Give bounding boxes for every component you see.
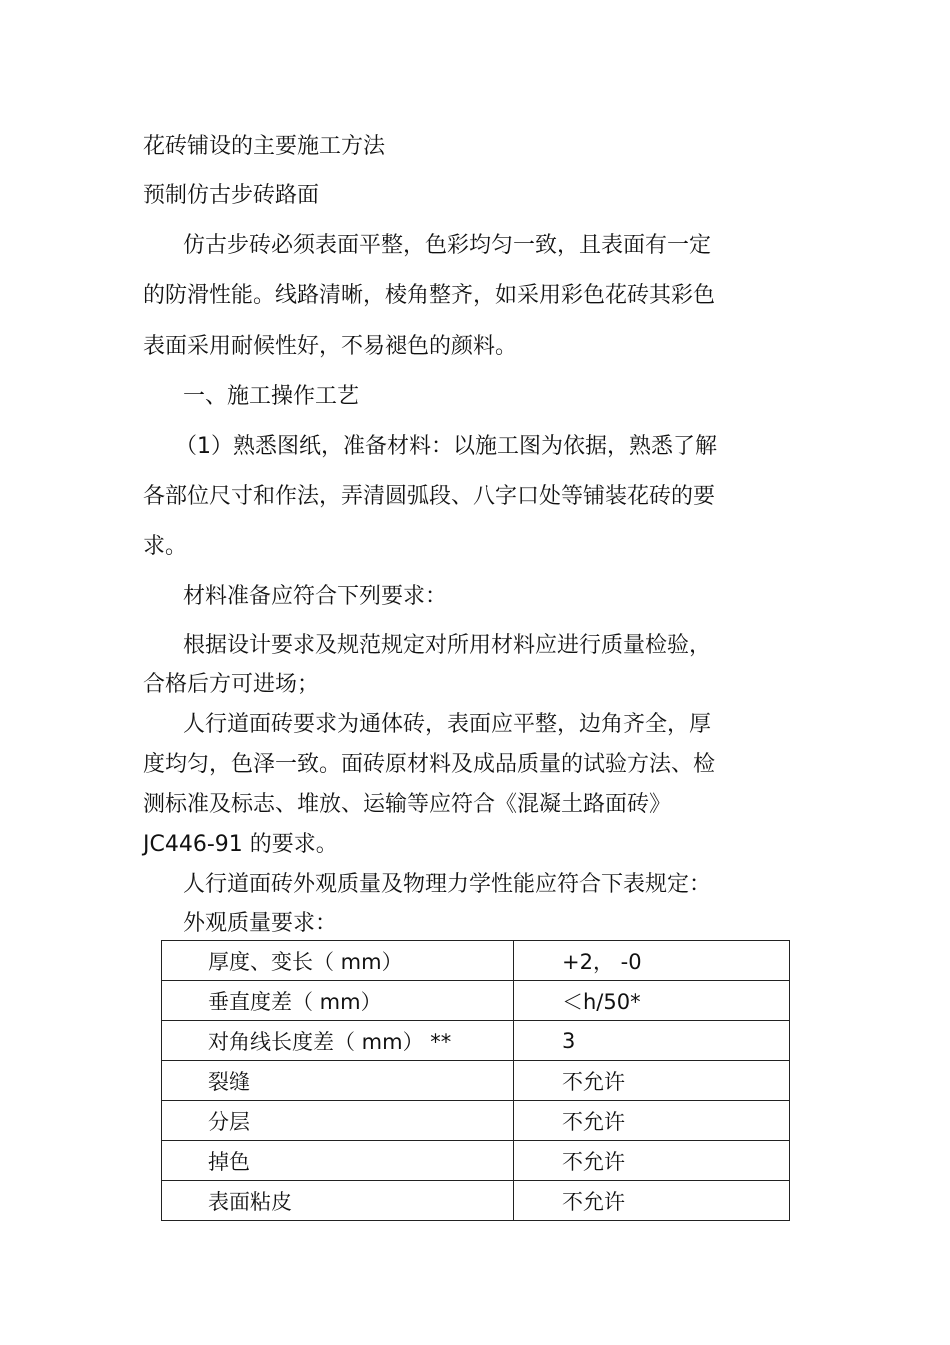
para3: 材料准备应符合下列要求： bbox=[183, 584, 448, 609]
table-cell-item: 对角线长度差（ mm） ** bbox=[162, 1021, 514, 1061]
table-cell-item: 厚度、变长（ mm） bbox=[162, 941, 514, 981]
appearance-quality-table bbox=[161, 940, 790, 1221]
para2-line1: （1）熟悉图纸，准备材料：以施工图为依据，熟悉了解 bbox=[175, 434, 717, 459]
table-cell-value: 不允许 bbox=[514, 1181, 790, 1221]
para1-line1: 仿古步砖必须表面平整，色彩均匀一致，且表面有一定 bbox=[183, 233, 712, 258]
table-cell-item: 分层 bbox=[162, 1101, 514, 1141]
para4-line1: 根据设计要求及规范规定对所用材料应进行质量检验， bbox=[183, 633, 712, 658]
doc-title: 花砖铺设的主要施工方法 bbox=[143, 134, 386, 159]
para2-line2: 各部位尺寸和作法，弄清圆弧段、八字口处等铺装花砖的要 bbox=[143, 484, 716, 509]
para1-line3: 表面采用耐候性好，不易褪色的颜料。 bbox=[143, 334, 518, 359]
table-cell-item: 掉色 bbox=[162, 1141, 514, 1181]
table-cell-value: ＜h/50* bbox=[514, 981, 790, 1021]
table-cell-value: 不允许 bbox=[514, 1061, 790, 1101]
para4-line2: 合格后方可进场； bbox=[143, 672, 320, 697]
table-cell-value: 3 bbox=[514, 1021, 790, 1061]
table-row bbox=[162, 1061, 790, 1101]
para1-line2: 的防滑性能。线路清晰，棱角整齐，如采用彩色花砖其彩色 bbox=[143, 283, 716, 308]
table-cell-value: 不允许 bbox=[514, 1141, 790, 1181]
table-row bbox=[162, 1021, 790, 1061]
table-row bbox=[162, 1101, 790, 1141]
table-cell-value: 不允许 bbox=[514, 1101, 790, 1141]
para5-line4: JC446-91 的要求。 bbox=[143, 832, 338, 857]
para5-line3: 测标准及标志、堆放、运输等应符合《混凝土路面砖》 bbox=[143, 792, 672, 817]
para6: 人行道面砖外观质量及物理力学性能应符合下表规定： bbox=[183, 872, 712, 897]
table-cell-value: +2， -0 bbox=[514, 941, 790, 981]
para7: 外观质量要求： bbox=[183, 911, 338, 936]
table-row bbox=[162, 981, 790, 1021]
para2-line3: 求。 bbox=[143, 534, 188, 559]
table-row bbox=[162, 1181, 790, 1221]
table-cell-item: 裂缝 bbox=[162, 1061, 514, 1101]
table-cell-item: 表面粘皮 bbox=[162, 1181, 514, 1221]
para5-line1: 人行道面砖要求为通体砖，表面应平整，边角齐全，厚 bbox=[183, 712, 712, 737]
table-cell-item: 垂直度差（ mm） bbox=[162, 981, 514, 1021]
section-heading: 一、施工操作工艺 bbox=[183, 384, 360, 409]
doc-subtitle: 预制仿古步砖路面 bbox=[143, 183, 320, 208]
table-row bbox=[162, 941, 790, 981]
table-row bbox=[162, 1141, 790, 1181]
para5-line2: 度均匀，色泽一致。面砖原材料及成品质量的试验方法、检 bbox=[143, 752, 716, 777]
